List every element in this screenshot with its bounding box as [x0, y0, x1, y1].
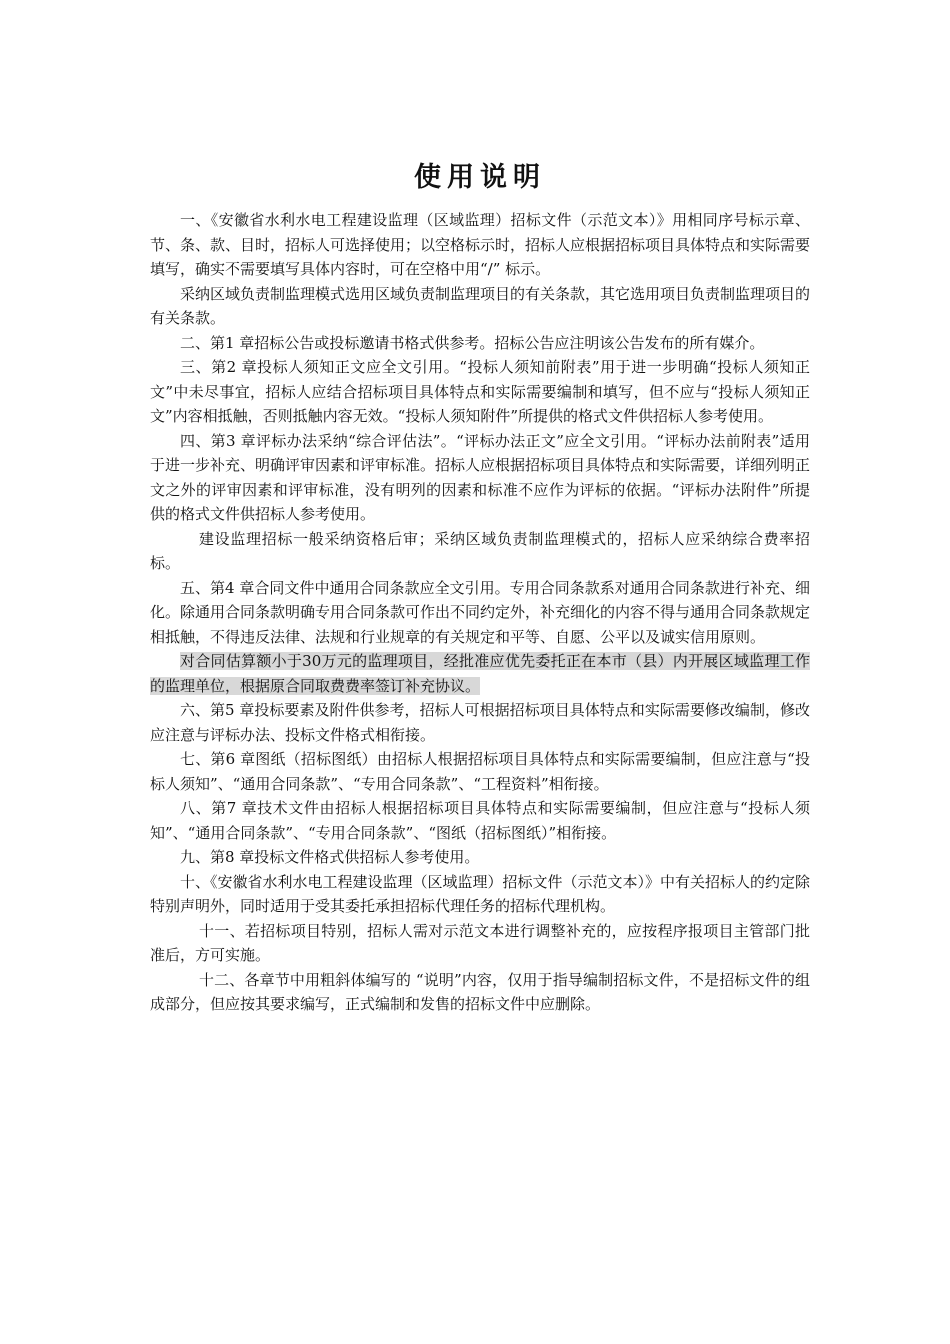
- paragraph-5: 四、第3 章评标办法采纳“综合评估法”。“评标办法正文”应全文引用。“评标办法前附表”适用于进一步补充、明确评审因素和评审标准。招标人应根据招标项目具体特点和实际需要，详细列明正文之外的评审因素和评审标准，没有明列的因素和标准不应作为评标的依据。“评标办法附件”所提供的格式文件供招标人参考使用。: [150, 431, 811, 523]
- paragraph-1: 一、《安徽省水利水电工程建设监理（区域监理）招标文件（示范文本）》用相同序号标示章、节、条、款、目时，招标人可选择使用；以空格标示时，招标人应根据招标项目具体特点和实际需要填写，确实不需要填写具体内容时，可在空格中用“/” 标示。: [150, 211, 811, 278]
- paragraph-9: 六、第5 章投标要素及附件供参考，招标人可根据招标项目具体特点和实际需要修改编制，修改应注意与评标办法、投标文件格式相衔接。: [150, 701, 810, 744]
- paragraph-11: 八、第7 章技术文件由招标人根据招标项目具体特点和实际需要编制，但应注意与“投标人须知”、“通用合同条款”、“专用合同条款”、“图纸（招标图纸）”相衔接。: [150, 799, 810, 842]
- paragraph-8-highlighted: [150, 649, 810, 698]
- paragraph-13: 十、《安徽省水利水电工程建设监理（区域监理）招标文件（示范文本）》中有关招标人的约定除特别声明外，同时适用于受其委托承担招标代理任务的招标代理机构。: [150, 872, 811, 915]
- highlighted-text: 对合同估算额小于30万元的监理项目，经批准应优先委托正在本市（县）内开展区域监理工作的监理单位，根据原合同取费费率签订补充协议。: [150, 652, 810, 695]
- paragraph-3: 二、第1 章招标公告或投标邀请书格式供参考。招标公告应注明该公告发布的所有媒介。: [180, 333, 765, 352]
- paragraph-15: 十二、各章节中用粗斜体编写的 “说明”内容，仅用于指导编制招标文件，不是招标文件的组成部分，但应按其要求编写，正式编制和发售的招标文件中应删除。: [150, 970, 810, 1013]
- document-page: [150, 158, 810, 1017]
- paragraph-2: 采纳区域负责制监理模式选用区域负责制监理项目的有关条款，其它选用项目负责制监理项目的有关条款。: [150, 284, 811, 327]
- paragraph-7: 五、第4 章合同文件中通用合同条款应全文引用。专用合同条款系对通用合同条款进行补充、细化。除通用合同条款明确专用合同条款可作出不同约定外，补充细化的内容不得与通用合同条款规定相抵触，不得违反法律、法规和行业规章的有关规定和平等、自愿、公平以及诚实信用原则。: [150, 578, 811, 646]
- paragraph-12: 九、第8 章投标文件格式供招标人参考使用。: [180, 848, 480, 866]
- paragraph-4: 三、第2 章投标人须知正文应全文引用。“投标人须知前附表”用于进一步明确“投标人须知正文”中未尽事宜，招标人应结合招标项目具体特点和实际需要编制和填写，但不应与“投标人须知正文”内容相抵触，否则抵触内容无效。“投标人须知附件”所提供的格式文件供招标人参考使用。: [150, 358, 810, 425]
- paragraph-14: 十一、若招标项目特别，招标人需对示范文本进行调整补充的，应按程序报项目主管部门批准后，方可实施。: [150, 921, 810, 964]
- paragraph-10: 七、第6 章图纸（招标图纸）由招标人根据招标项目具体特点和实际需要编制，但应注意与“投标人须知”、“通用合同条款”、“专用合同条款”、“工程资料”相衔接。: [150, 750, 810, 793]
- page-title: 使用说明: [414, 162, 546, 193]
- paragraph-6: 建设监理招标一般采纳资格后审；采纳区域负责制监理模式的，招标人应采纳综合费率招标。: [150, 529, 810, 572]
